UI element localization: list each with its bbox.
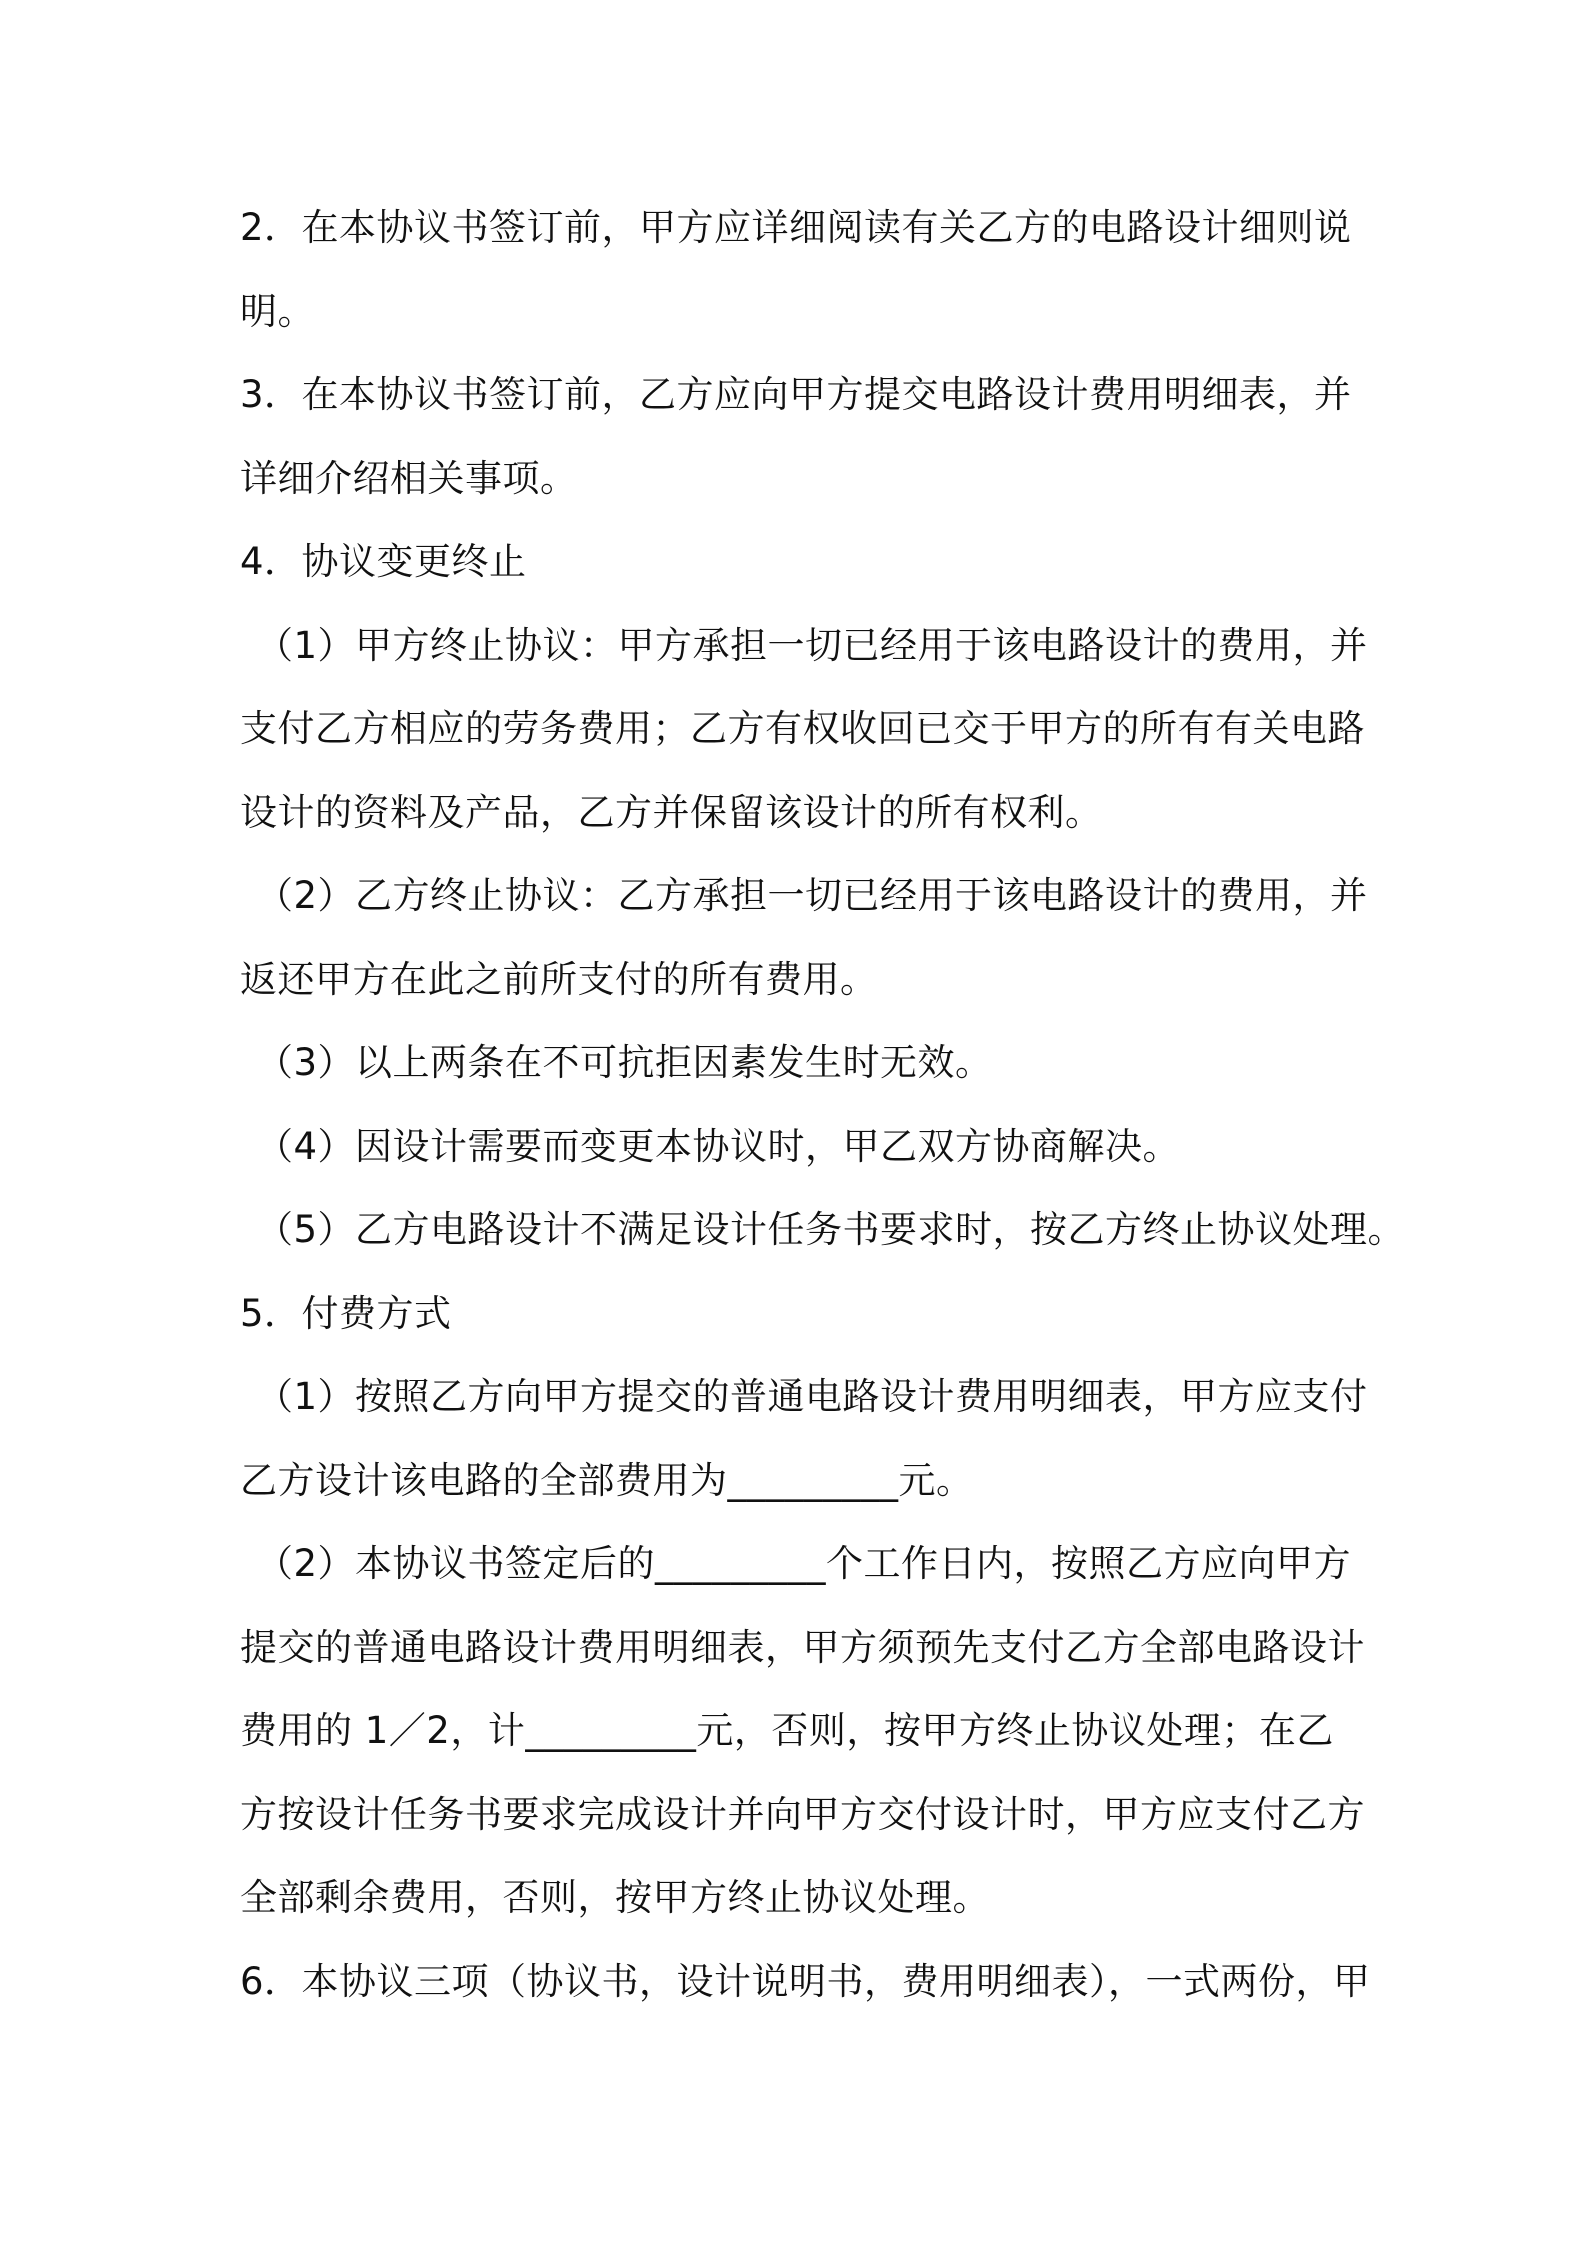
- clause-5-1-line-1: （1）按照乙方向甲方提交的普通电路设计费用明细表，甲方应支付: [256, 1375, 1368, 1418]
- clause-2-line-1: 2．在本协议书签订前，甲方应详细阅读有关乙方的电路设计细则说: [240, 206, 1352, 249]
- clause-2-line-2: 明。: [240, 289, 315, 333]
- clause-4-2-line-1: （2）乙方终止协议：乙方承担一切已经用于该电路设计的费用，并: [256, 874, 1368, 917]
- clause-6-line-1: 6．本协议三项（协议书，设计说明书，费用明细表），一式两份，甲: [240, 1959, 1371, 2003]
- clause-4-5: （5）乙方电路设计不满足设计任务书要求时，按乙方终止协议处理。: [256, 1208, 1406, 1251]
- clause-5-2-line-4: 方按设计任务书要求完成设计并向甲方交付设计时，甲方应支付乙方: [240, 1792, 1365, 1836]
- clause-4-4: （4）因设计需要而变更本协议时，甲乙双方协商解决。: [256, 1124, 1181, 1168]
- clause-4-3: （3）以上两条在不可抗拒因素发生时无效。: [256, 1041, 993, 1084]
- document-body: [240, 198, 1406, 2035]
- clause-5-1-line-2: 乙方设计该电路的全部费用为_________元。: [240, 1458, 974, 1502]
- clause-4-2-line-2: 返还甲方在此之前所支付的所有费用。: [240, 957, 878, 1001]
- clause-5-2-line-1: （2）本协议书签定后的_________个工作日内，按照乙方应向甲方: [256, 1542, 1352, 1585]
- clause-4-heading: 4．协议变更终止: [240, 540, 527, 583]
- clause-3-line-1: 3．在本协议书签订前，乙方应向甲方提交电路设计费用明细表，并: [240, 373, 1352, 416]
- clause-4-1-line-2: 支付乙方相应的劳务费用；乙方有权收回已交于甲方的所有有关电路: [240, 707, 1365, 750]
- clause-4-1-line-1: （1）甲方终止协议：甲方承担一切已经用于该电路设计的费用，并: [256, 623, 1368, 667]
- clause-5-2-line-5: 全部剩余费用，否则，按甲方终止协议处理。: [240, 1876, 990, 1919]
- clause-5-heading: 5．付费方式: [240, 1291, 452, 1335]
- clause-3-line-2: 详细介绍相关事项。: [240, 456, 578, 500]
- clause-4-1-line-3: 设计的资料及产品，乙方并保留该设计的所有权利。: [240, 790, 1103, 834]
- clause-5-2-line-3: 费用的 1／2，计_________元，否则，按甲方终止协议处理；在乙: [240, 1709, 1334, 1752]
- clause-5-2-line-2: 提交的普通电路设计费用明细表，甲方须预先支付乙方全部电路设计: [240, 1625, 1365, 1669]
